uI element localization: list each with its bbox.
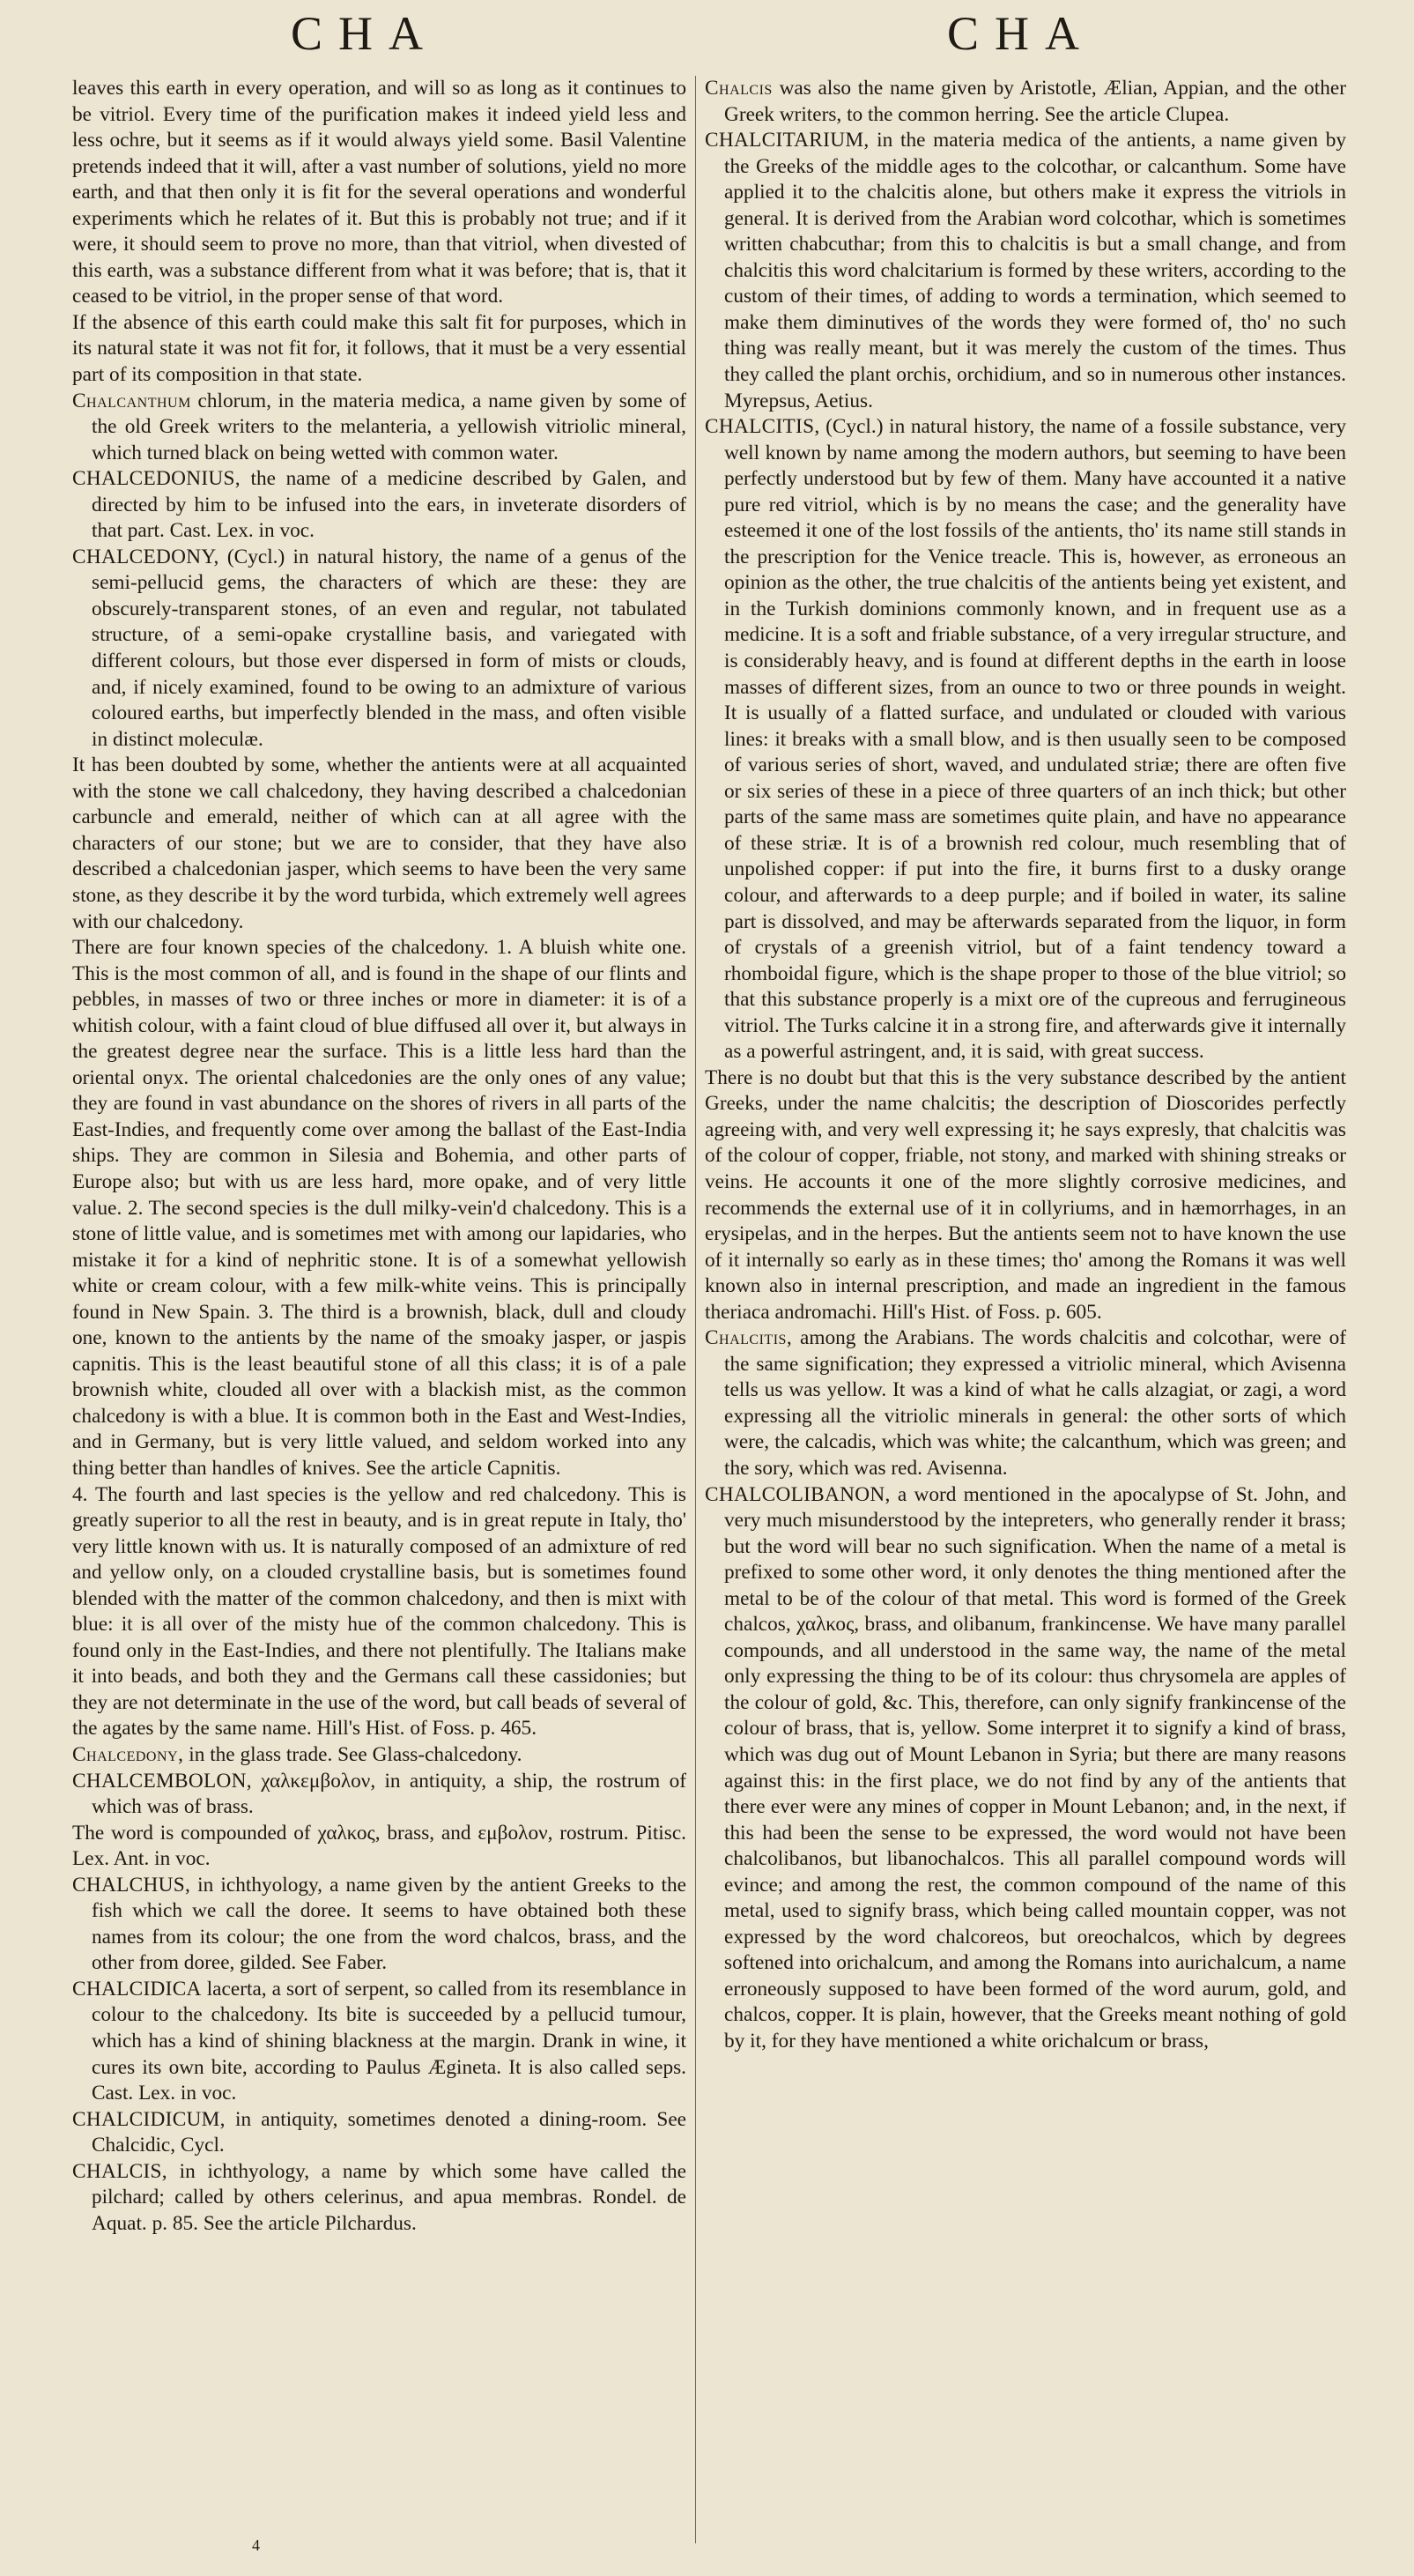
entry-text: chlorum, in the materia medica, a name given by some of the old Greek writers to the melanteria, a yellowish vitriolic mineral, which turned black on being wetted with common water. <box>92 389 686 464</box>
dictionary-entry <box>705 1482 1346 2055</box>
right-running-head: CHA <box>947 7 1096 60</box>
entry-text: among the Arabians. The words chalcitis and colcothar, were of the same signification; they expressed a vitriolic mineral, which Avisenna tells us was yellow. It was a kind of what he calls alzagiat, or zagi, a word expressing all the vitriolic minerals in general: the other sorts of which were, the calcadis, which was white; the calcanthum, which was green; and the sory, which was red. Avisenna. <box>724 1326 1346 1480</box>
dictionary-entry <box>72 1977 686 2107</box>
entry-headword: CHALCITIS, <box>705 415 820 439</box>
paragraph <box>72 935 686 1481</box>
entry-headword: CHALCOLIBANON, <box>705 1482 891 1506</box>
entry-text: the name of a medicine described by Galen, and directed by him to be infused into the ears, in inveterate disorders of that part. Cast. Lex. in voc. <box>92 467 686 543</box>
entry-headword: Chalcis <box>705 77 773 100</box>
entry-text: leaves this earth in every operation, and will so as long as it continues to be vitriol. Every time of the purification makes it indeed yield less and less ochre, but it seems as if it would always yield some. Basil Valentine pretends indeed that it will, after a vast number of solutions, yield no more earth, and that then only it is fit for the several operations and wonderful experiments which he relates of it. But this is probably not true; and if it were, it should seem to prove no more, than that vitriol, when divested of this earth, was a substance different from what it was before; that is, that it ceased to be vitriol, in the proper sense of that word. <box>72 77 686 308</box>
entry-text: in antiquity, sometimes denoted a dining-room. See Chalcidic, Cycl. <box>92 2107 686 2157</box>
entry-text: in the glass trade. See Glass-chalcedony. <box>183 1743 522 1766</box>
entry-headword: CHALCEDONIUS, <box>72 467 241 491</box>
paragraph <box>72 1482 686 1742</box>
right-column <box>705 76 1346 2535</box>
dictionary-entry <box>72 466 686 545</box>
signature-mark: 4 <box>252 2536 260 2554</box>
dictionary-entry <box>72 2107 686 2159</box>
dictionary-entry <box>72 1742 686 1769</box>
entry-text: There is no doubt but that this is the very substance described by the antient Greeks, under the name chalcitis; the description of Dioscorides perfectly agreeing with, and very well expressing it; he says expresly, that chalcitis was of the colour of copper, friable, not stony, and marked with shining streaks or veins. He accounts it one of the more slightly corrosive medicines, and recommends the external use of it in collyriums, and in hæmorrhages, in an erysipelas, and in the herpes. But the antients seem not to have known the use of it internally so early as in these times; tho' among the Romans it was well known also in internal prescription, and made an ingredient in the famous theriaca andromachi. Hill's Hist. of Foss. p. 605. <box>705 1065 1346 1324</box>
entry-text: The word is compounded of χαλκος, brass, and εμβολον, rostrum. Pitisc. Lex. Ant. in voc. <box>72 1821 686 1871</box>
dictionary-entry <box>705 414 1346 1065</box>
entry-text: in the materia medica of the antients, a name given by the Greeks of the middle ages to the colcothar, or calcanthum. Some have applied it to the chalcitis alone, but others make it express the vitriols in general. It is derived from the Arabian word colcothar, which is sometimes written chabcuthar; from this to chalcitis is but a small change, and from chalcitis this word chalcitarium is formed by these writers, according to the custom of their times, of adding to words a termination, which seemed to make them diminutives of the words they were formed of, tho' no such thing was really meant, but it was merely the custom of the times. Thus they called the plant orchis, orchidium, and so in numerous other instances. Myrepsus, Aetius. <box>724 129 1346 412</box>
dictionary-entry <box>72 1769 686 1821</box>
entry-text: (Cycl.) in natural history, the name of a genus of the semi-pellucid gems, the characters of which are these: they are obscurely-transparent stones, of an even and regular, not tabulated structure, of a semi-opake crystalline basis, and variegated with different colours, but those ever dispersed in form of mists or clouds, and, if nicely examined, found to be owing to an admixture of various coloured earths, but imperfectly blended in the mass, and often visible in distinct moleculæ. <box>92 545 686 751</box>
entry-headword: Chalcanthum <box>72 389 191 412</box>
entry-headword: CHALCIDICA <box>72 1977 202 2001</box>
entry-text: in ichthyology, a name by which some have called the pilchard; called by others celerinus, and apua membras. Rondel. de Aquat. p. 85. See the article Pilchardus. <box>92 2159 686 2235</box>
paragraph <box>72 310 686 389</box>
left-column <box>72 76 686 2535</box>
dictionary-entry <box>705 1325 1346 1481</box>
entry-headword: CHALCITARIUM, <box>705 129 870 152</box>
dictionary-entry <box>72 1873 686 1977</box>
entry-headword: CHALCIS, <box>72 2159 167 2183</box>
paragraph <box>72 1821 686 1873</box>
paragraph <box>72 76 686 310</box>
dictionary-entry <box>705 128 1346 414</box>
dictionary-entry <box>72 545 686 753</box>
entry-headword: CHALCEMBOLON, <box>72 1769 252 1793</box>
entry-text: (Cycl.) in natural history, the name of a fossile substance, very well known by name among the modern authors, but seeming to have been perfectly understood but by few of them. Many have accounted it a native pure red vitriol, which is by no means the case; and the generality have esteemed it one of the lost fossils of the antients, tho' its name still stands in the prescription for the Venice treacle. This is, however, as erroneous an opinion as the other, the true chalcitis of the antients being yet existent, and in the Turkish dominions commonly known, and in frequent use as a medicine. It is a soft and friable substance, of a very irregular structure, and is considerably heavy, and is found at different depths in the earth in loose masses of different sizes, from an ounce to two or three pounds in weight. It is usually of a flatted surface, and undulated or clouded with various lines: it breaks with a small blow, and is then usually seen to be composed of various series of short, waved, and undulated striæ; there are often five or six series of these in a piece of three quarters of an inch thick; but other parts of the same mass are sometimes quite plain, and have no appearance of these striæ. It is of a brownish red colour, much resembling that of unpolished copper: if put into the fire, it burns first to a dusky orange colour, and afterwards to a deep purple; and if boiled in water, its saline part is dissolved, and may be afterwards separated from the liquor, in form of crystals of a greenish vitriol, but of a faint tendency toward a rhomboidal figure, which is the shape proper to those of the blue vitriol; so that this substance properly is a mixt ore of the cupreous and ferrugineous vitriol. The Turks calcine it in a strong fire, and afterwards give it internally as a powerful astringent, and, it is said, with great success. <box>724 415 1346 1064</box>
entry-text: lacerta, a sort of serpent, so called from its resemblance in colour to the chalcedony. Its bite is succeeded by a pellucid tumour, which has a kind of shining blackness at the margin. Drank in wine, it cures its own bite, according to Paulus Ægineta. It is also called seps. Cast. Lex. in voc. <box>92 1977 686 2105</box>
entry-text: was also the name given by Aristotle, Ælian, Appian, and the other Greek writers, to the common herring. See the article Clupea. <box>724 77 1346 126</box>
entry-text: in ichthyology, a name given by the antient Greeks to the fish which we call the doree. It seems to have obtained both these names from its colour; the one from the word chalcos, brass, and the other from doree, gilded. See Faber. <box>92 1873 686 1975</box>
entry-text: If the absence of this earth could make this salt fit for purposes, which in its natural state it was not fit for, it follows, that it must be a very essential part of its composition in that state. <box>72 310 686 387</box>
dictionary-entry <box>705 76 1346 128</box>
dictionary-entry <box>72 2159 686 2238</box>
entry-headword: CHALCIDICUM, <box>72 2107 226 2131</box>
entry-headword: Chalcitis, <box>705 1326 793 1350</box>
entry-headword: CHALCHUS, <box>72 1873 191 1897</box>
entry-headword: Chalcedony, <box>72 1743 184 1766</box>
entry-text: It has been doubted by some, whether the antients were at all acquainted with the stone we call chalcedony, they having described a chalcedonian carbuncle and emerald, neither of which can at all agree with the characters of our stone; but we are to consider, that they have also described a chalcedonian jasper, which seems to have been the very same stone, as they describe it by the word turbida, which extremely well agrees with our chalcedony. <box>72 753 686 933</box>
entry-text: There are four known species of the chalcedony. 1. A bluish white one. This is the most common of all, and is found in the shape of our flints and pebbles, in masses of two or three inches or more in diameter: it is of a whitish colour, with a faint cloud of blue diffused all over it, but always in the greatest degree near the surface. This is a little less hard than the oriental onyx. The oriental chalcedonies are the only ones of any value; they are found in vast abundance on the shores of rivers in all parts of the East-Indies, and frequently come over among the ballast of the East-India ships. They are common in Silesia and Bohemia, and other parts of Europe also; but with us are less hard, more opake, and of very little value. 2. The second species is the dull milky-vein'd chalcedony. This is a stone of little value, and is sometimes met with among our lapidaries, who mistake it for a kind of nephritic stone. It is of a somewhat yellowish white or cream colour, with a few milk-white veins. This is principally found in New Spain. 3. The third is a brownish, black, dull and cloudy one, known to the antients by the name of the smoaky jasper, or jaspis capnitis. This is the least beautiful stone of all this class; it is of a pale brownish white, clouded all over with a blackish mist, as the common chalcedony is with a blue. It is common both in the East and West-Indies, and in Germany, but is very little valued, and seldom worked into any thing better than handles of knives. See the article Capnitis. <box>72 936 686 1480</box>
entry-text: χαλκεμβολον, in antiquity, a ship, the rostrum of which was of brass. <box>92 1769 686 1819</box>
column-divider <box>695 76 696 2543</box>
paragraph <box>72 753 686 935</box>
entry-text: 4. The fourth and last species is the yellow and red chalcedony. This is greatly superior to all the rest in beauty, and is in great repute in Italy, tho' very little known with us. It is naturally composed of an admixture of red and yellow only, on a clouded crystalline basis, but is sometimes found blended with the matter of the common chalcedony, and then is mixt with blue: it is all over of the misty hue of the common chalcedony. This is found only in the East-Indies, and there not plentifully. The Italians make it into beads, and both they and the Germans call these cassidonies; but they are not determinate in the use of the word, but call beads of several of the agates by the same name. Hill's Hist. of Foss. p. 465. <box>72 1482 686 1741</box>
entry-headword: CHALCEDONY, <box>72 545 219 568</box>
left-running-head: CHA <box>291 7 440 60</box>
paragraph <box>705 1065 1346 1325</box>
dictionary-entry <box>72 389 686 467</box>
running-header <box>0 5 1414 62</box>
entry-text: a word mentioned in the apocalypse of St. John, and very much misunderstood by the intepreters, who generally render it brass; but the word will bear no such signification. When the name of a metal is prefixed to some other word, it only denotes the thing mentioned after the metal to be of the colour of that metal. This word is formed of the Greek chalcos, χαλκος, brass, and olibanum, frankincense. We have many parallel compounds, and all understood in the same way, the name of the metal only expressing the thing to be of its colour: thus chrysomela are apples of the colour of gold, &c. This, therefore, can only signify frankincense of the colour of brass, that is, yellow. Some interpret it to signify a kind of brass, which was dug out of Mount Lebanon in Syria; but there are many reasons against this: in the first place, we do not find by any of the antients that there ever were any mines of copper in Mount Lebanon; and, in the next, if this had been the sense to be expressed, the word would not have been chalcolibanos, but libanochalcos. This all parallel compound words will evince; and among the rest, the common compound of the name of this metal, used to signify brass, which being called mountain copper, was not expressed by the word chalcoreos, but oreochalcos, which by degrees softened into orichalcum, and among the Romans into aurichalcum, a name erroneously supposed to have been formed of the word aurum, gold, and chalcos, copper. It is plain, however, that the Greeks meant nothing of gold by it, for they have mentioned a white orichalcum or brass, <box>724 1482 1346 2053</box>
